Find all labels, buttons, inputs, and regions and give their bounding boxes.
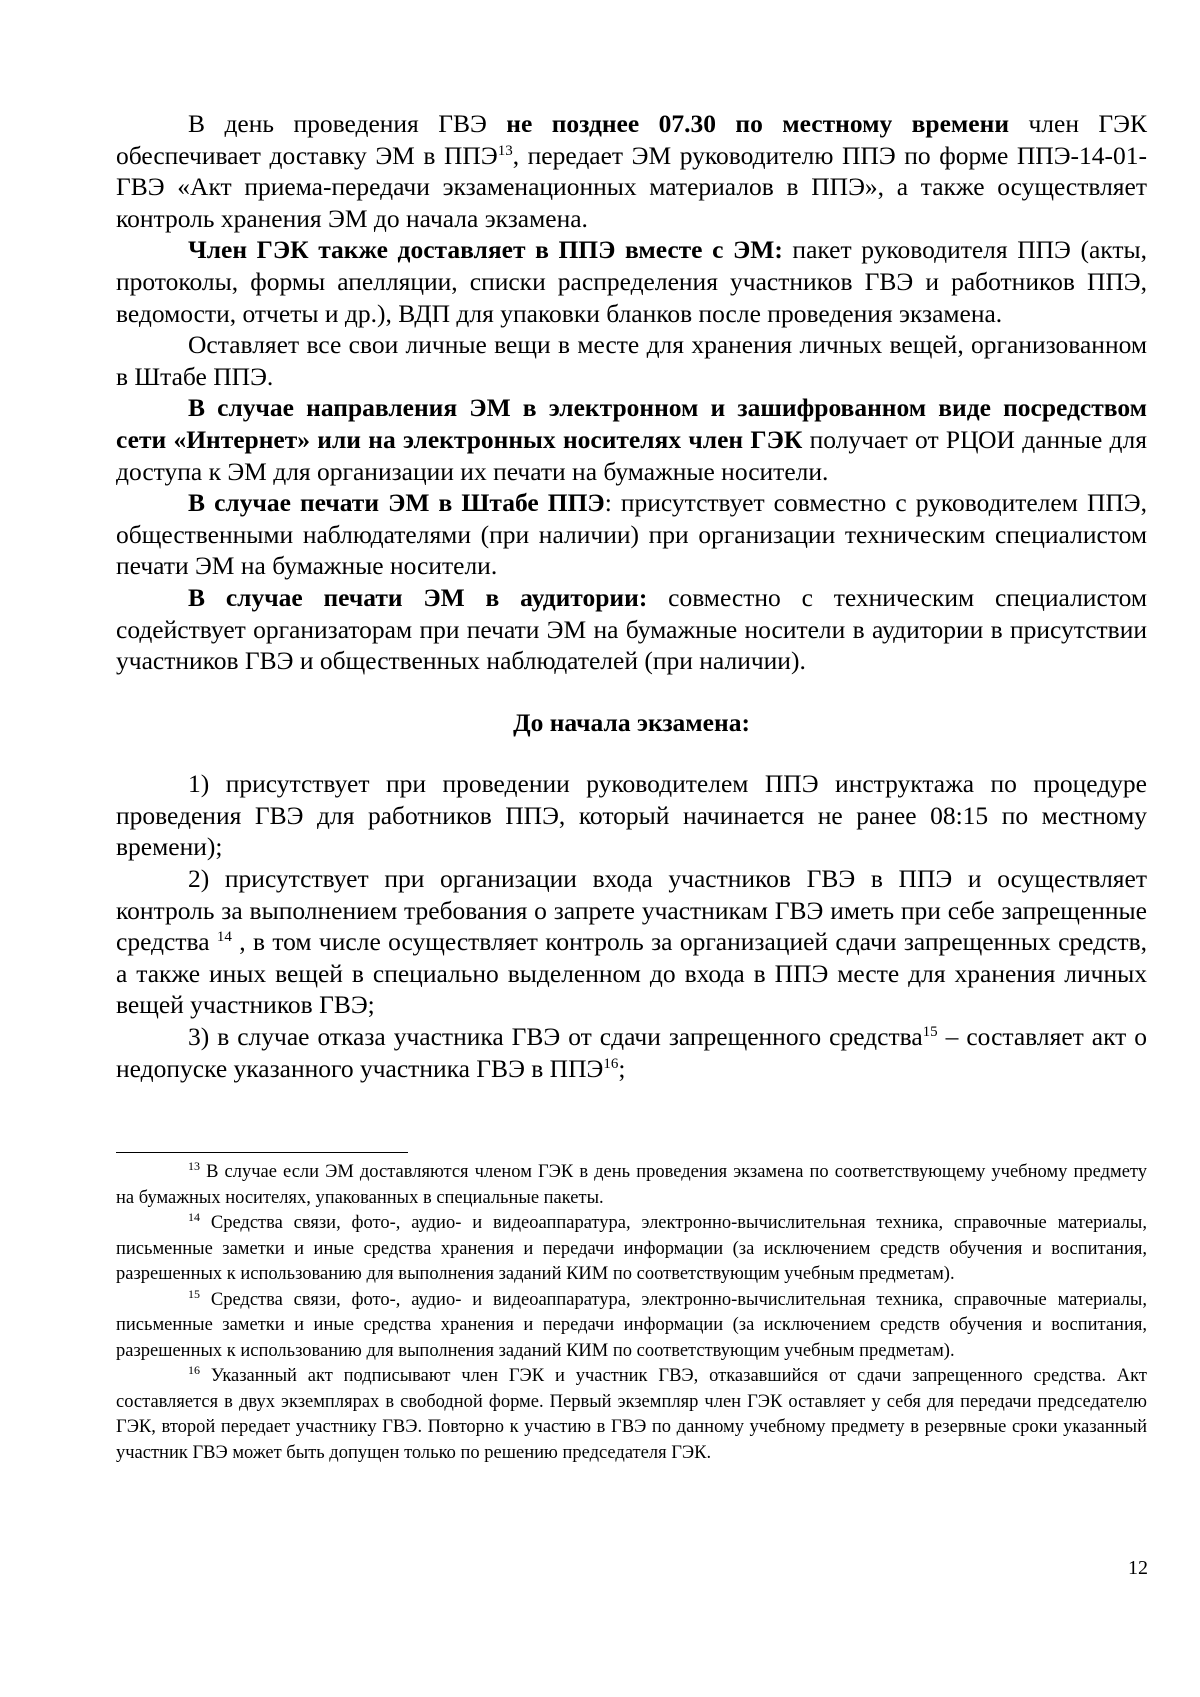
paragraph-print-room: В случае печати ЭМ в аудитории: совместно с техническим специалистом содействует организаторам при печати ЭМ на бумажные носители в аудитории в присутствии участников ГВЭ и общественных наблюдателей (при наличии). xyxy=(116,582,1147,676)
footnote-14: $^{14}$ Средства связи, фото-, аудио- и видеоаппаратура, электронно-вычислительная техника, справочные материалы, письменные заметки и иные средства хранения и передачи информации (за исключением средств обучения и воспитания, разрешенных к использованию для выполнения заданий КИМ по соответствующим учебным предметам). xyxy=(116,1210,1147,1284)
page-number: 12 xyxy=(1128,1557,1148,1579)
section-heading: До начала экзамена: xyxy=(513,707,750,737)
footnote-ref-16[interactable]: 16 xyxy=(603,1055,619,1072)
bold-lead: В случае печати ЭМ в аудитории: xyxy=(188,582,648,612)
bold-lead: Член ГЭК также доставляет в ППЭ вместе с ЭМ: xyxy=(188,235,783,265)
bold-lead: В случае направления ЭМ в электронном и зашифрованном виде посредством сети «Интернет» или на электронных носителях член ГЭК xyxy=(116,393,1147,454)
list-item-1: 1) присутствует при проведении руководителем ППЭ инструктажа по процедуре проведения ГВЭ для работников ППЭ, который начинается не ранее 08:15 по местному времени); xyxy=(116,769,1147,862)
bold-lead: В случае печати ЭМ в Штабе ППЭ xyxy=(188,488,605,518)
footnote-separator xyxy=(116,1152,408,1153)
footnote-ref-15[interactable]: 15 xyxy=(922,1024,938,1041)
footnote-ref-14[interactable]: 14 xyxy=(216,929,232,946)
list-item-3: 3) в случае отказа участника ГВЭ от сдачи запрещенного средства$^{15}$ – составляет акт о недопуске указанного участника ГВЭ в ППЭ$^{16}$; xyxy=(116,1022,1148,1083)
footnote-15: $^{15}$ Средства связи, фото-, аудио- и видеоаппаратура, электронно-вычислительная техника, справочные материалы, письменные заметки и иные средства хранения и передачи информации (за исключением средств обучения и воспитания, разрешенных к использованию для выполнения заданий КИМ по соответствующим учебным предметам). xyxy=(116,1286,1147,1361)
list-item-2: 2) присутствует при организации входа участников ГВЭ в ППЭ и осуществляет контроль за выполнением требования о запрете участникам ГВЭ иметь при себе запрещенные средства $^{14}$ , в том числе осуществляет контроль за организацией сдачи запрещенных средств, а также иных вещей в специально выделенном до входа в ППЭ месте для хранения личных вещей участников ГВЭ; xyxy=(116,864,1147,1020)
paragraph-electronic: В случае направления ЭМ в электронном и зашифрованном виде посредством сети «Интернет» или на электронных носителях член ГЭК получает от РЦОИ данные для доступа к ЭМ для организации их печати на бумажные носители. xyxy=(116,393,1147,486)
paragraph-package: Член ГЭК также доставляет в ППЭ вместе с ЭМ: пакет руководителя ППЭ (акты, протоколы, формы апелляции, списки распределения участников ГВЭ и работников ППЭ, ведомости, отчеты и др.), ВДП для упаковки бланков после проведения экзамена. xyxy=(116,235,1147,328)
footnotes xyxy=(116,1160,1147,1466)
bold-deadline: не позднее 07.30 по местному времени xyxy=(506,109,1010,138)
paragraph-print-hq: В случае печати ЭМ в Штабе ППЭ: присутствует совместно с руководителем ППЭ, общественными наблюдателями (при наличии) при организации техническим специалистом печати ЭМ на бумажные носители. xyxy=(116,488,1147,581)
footnote-16: $^{16}$ Указанный акт подписывают член ГЭК и участник ГВЭ, отказавшийся от сдачи запрещенного средства. Акт составляется в двух экземплярах в свободной форме. Первый экземпляр член ГЭК оставляет у себя для передачи председателю ГЭК, второй передает участнику ГВЭ. Повторно к участию в ГВЭ по данному учебному предмету в резервные сроки указанный участник ГВЭ может быть допущен только по решению председателя ГЭК. xyxy=(116,1363,1147,1463)
paragraph-delivery: В день проведения ГВЭ не позднее 07.30 по местному времени член ГЭК обеспечивает доставку ЭМ в ППЭ$^{13}$, передает ЭМ руководителю ППЭ по форме ППЭ-14-01-ГВЭ «Акт приема-передачи экзаменационных материалов в ППЭ», а также осуществляет контроль хранения ЭМ до начала экзамена. xyxy=(116,109,1147,233)
main-text xyxy=(116,108,1147,1084)
footnote-13: $^{13}$ В случае если ЭМ доставляются членом ГЭК в день проведения экзамена по соответствующему учебному предмету на бумажных носителях, упакованных в специальные пакеты. xyxy=(116,1159,1147,1208)
paragraph-personal-items: Оставляет все свои личные вещи в месте для хранения личных вещей, организованном в Штабе ППЭ. xyxy=(116,330,1147,391)
footnote-ref-13[interactable]: 13 xyxy=(497,142,513,159)
